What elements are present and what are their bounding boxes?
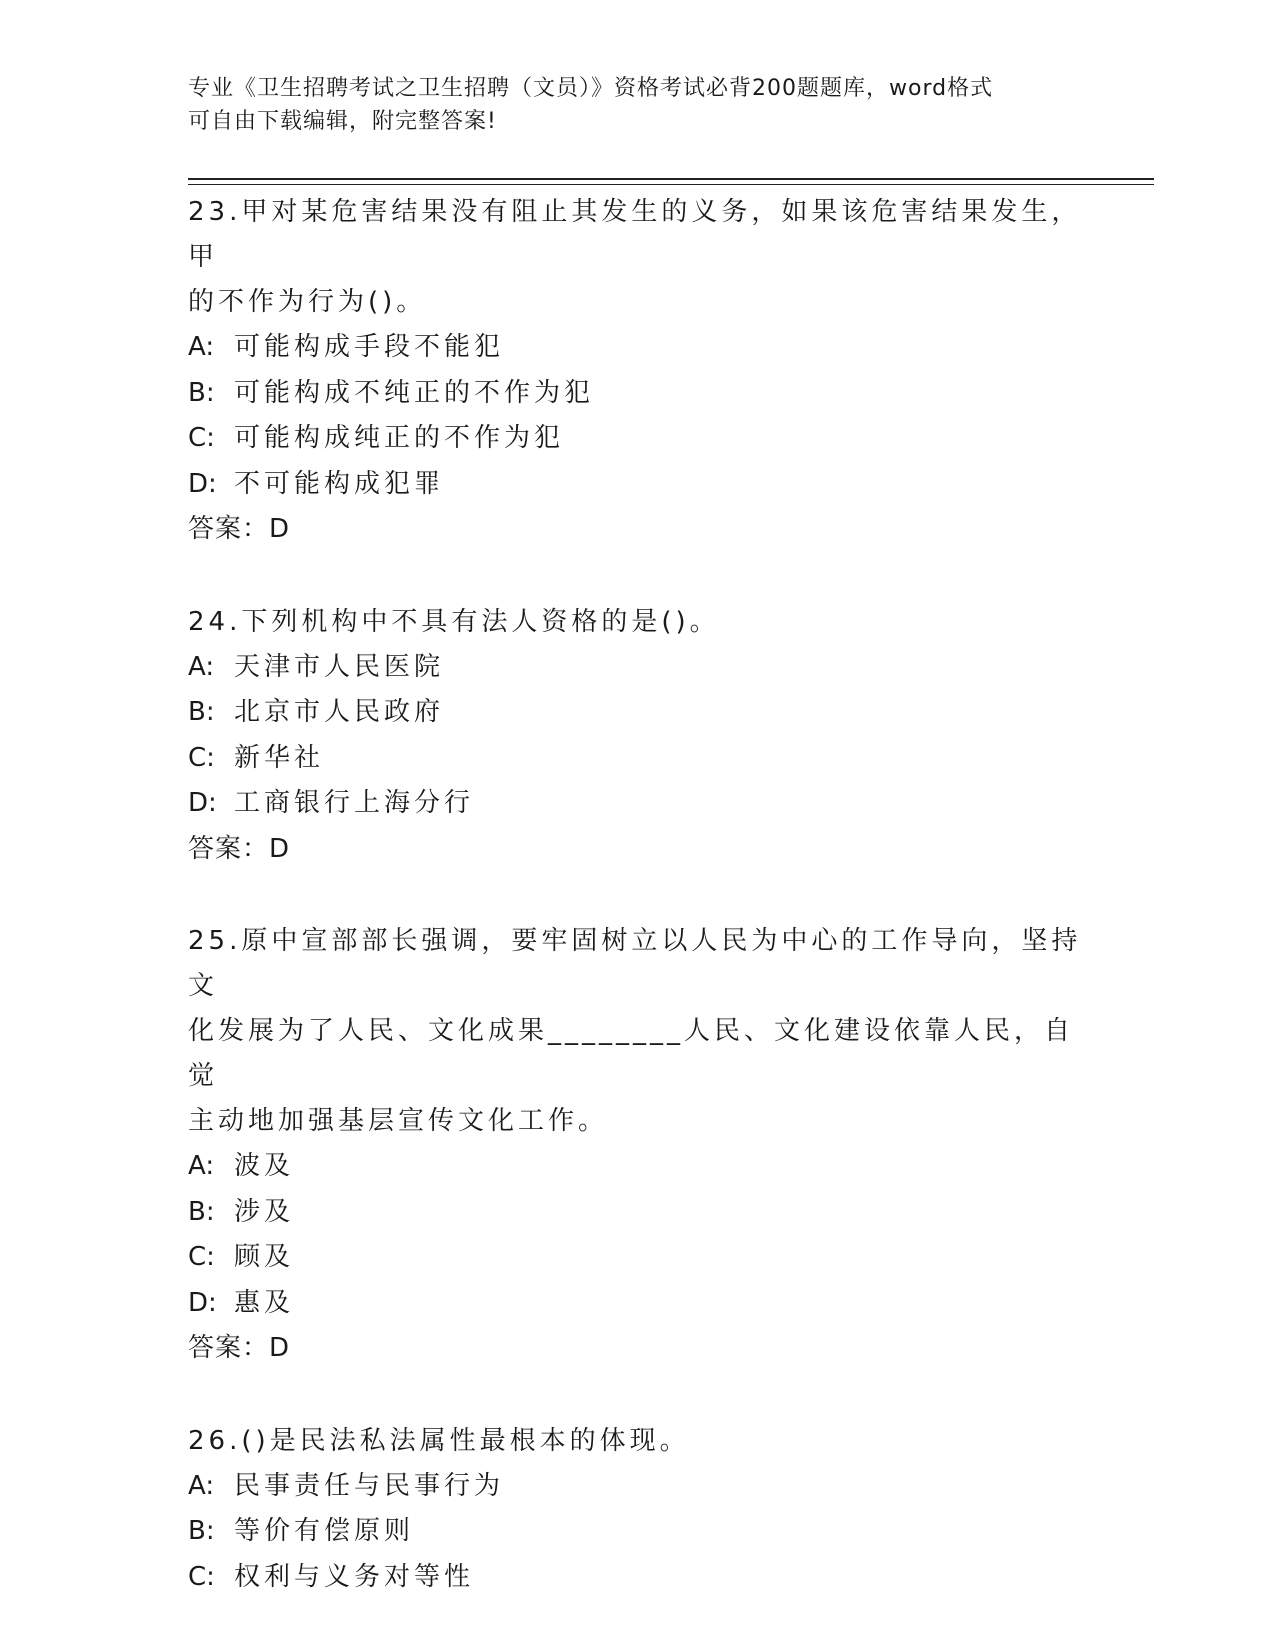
document-header <box>188 72 1068 138</box>
question-text-line: 26.()是民法私法属性最根本的体现。 <box>188 1425 690 1456</box>
option-text: 天津市人民医院 <box>234 651 445 682</box>
option-text: 民事责任与民事行为 <box>234 1470 505 1501</box>
option-letter: A: <box>188 651 215 682</box>
option-letter: D: <box>188 468 217 499</box>
option-text: 可能构成不纯正的不作为犯 <box>234 377 595 408</box>
question-text-line: 的不作为行为()。 <box>188 287 427 317</box>
question-text-line: 23.甲对某危害结果没有阻止其发生的义务，如果该危害结果发生，甲 <box>188 197 1082 272</box>
option-text: 可能构成手段不能犯 <box>234 332 505 362</box>
answer-label: 答案：D <box>188 1333 291 1363</box>
question-text <box>188 1419 1088 1464</box>
header-line-1: 专业《卫生招聘考试之卫生招聘（文员）》资格考试必背200题题库，word格式 <box>188 76 994 101</box>
option-letter: C: <box>188 742 215 773</box>
option-letter: C: <box>188 1242 215 1272</box>
option-letter: B: <box>188 697 215 727</box>
option-letter: A: <box>188 1470 215 1501</box>
question-text <box>188 190 1088 325</box>
option-text: 涉及 <box>234 1196 295 1227</box>
option-b <box>188 371 1088 417</box>
header-divider-thin <box>188 184 1154 185</box>
option-text: 等价有偿原则 <box>234 1516 415 1546</box>
header-divider-thick <box>188 178 1154 180</box>
option-c <box>188 1235 1088 1281</box>
option-letter: B: <box>188 377 215 408</box>
option-d <box>188 781 1088 827</box>
option-letter: A: <box>188 332 215 362</box>
option-a <box>188 325 1088 371</box>
option-text: 不可能构成犯罪 <box>234 468 445 499</box>
answer-label: 答案：D <box>188 514 291 544</box>
question-text <box>188 600 1088 645</box>
option-c <box>188 1555 1088 1601</box>
option-c <box>188 416 1088 462</box>
option-letter: D: <box>188 788 217 818</box>
option-letter: B: <box>188 1196 215 1227</box>
question-text-line: 主动地加强基层宣传文化工作。 <box>188 1106 609 1136</box>
question-26 <box>188 1419 1088 1601</box>
option-a <box>188 645 1088 691</box>
option-b <box>188 690 1088 736</box>
answer-label: 答案：D <box>188 833 291 864</box>
option-text: 新华社 <box>234 742 325 773</box>
question-text-line: 25.原中宣部部长强调，要牢固树立以人民为中心的工作导向，坚持文 <box>188 926 1082 1001</box>
option-letter: D: <box>188 1287 217 1318</box>
option-a <box>188 1464 1088 1510</box>
question-text-line: 化发展为了人民、文化成果________人民、文化建设依靠人民，自觉 <box>188 1016 1075 1091</box>
option-c <box>188 736 1088 782</box>
option-text: 工商银行上海分行 <box>234 788 475 818</box>
question-text <box>188 919 1088 1144</box>
option-text: 北京市人民政府 <box>234 697 445 727</box>
option-letter: C: <box>188 1561 215 1592</box>
header-line-2: 可自由下载编辑，附完整答案! <box>188 109 497 134</box>
option-d <box>188 462 1088 508</box>
option-text: 波及 <box>234 1151 295 1181</box>
option-text: 权利与义务对等性 <box>234 1561 475 1592</box>
option-letter: A: <box>188 1151 215 1181</box>
option-d <box>188 1281 1088 1327</box>
option-text: 顾及 <box>234 1242 295 1272</box>
option-a <box>188 1144 1088 1190</box>
question-24 <box>188 600 1088 873</box>
option-letter: C: <box>188 423 215 453</box>
option-text: 可能构成纯正的不作为犯 <box>234 423 565 453</box>
option-b <box>188 1509 1088 1555</box>
question-list <box>188 190 1088 1647</box>
option-letter: B: <box>188 1516 215 1546</box>
question-text-line: 24.下列机构中不具有法人资格的是()。 <box>188 606 720 637</box>
question-25 <box>188 919 1088 1372</box>
option-text: 惠及 <box>234 1287 295 1318</box>
question-23 <box>188 190 1088 553</box>
option-b <box>188 1190 1088 1236</box>
